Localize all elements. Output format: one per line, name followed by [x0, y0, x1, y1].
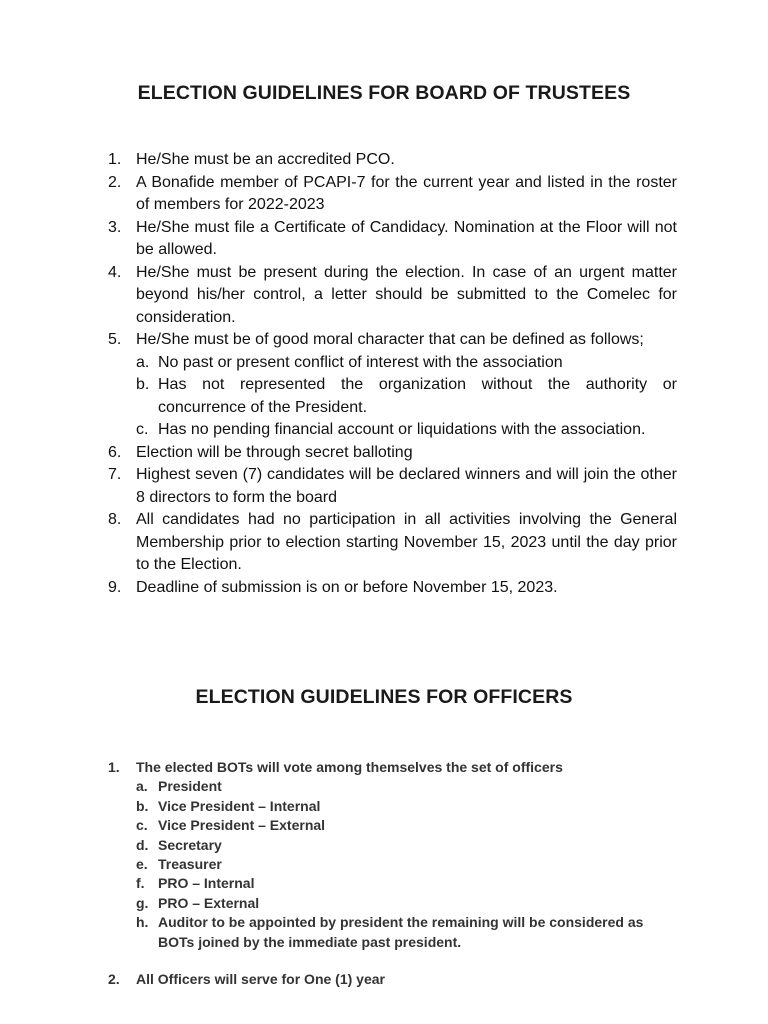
sub-list-item	[136, 855, 668, 874]
sub-item-letter: e.	[136, 856, 148, 873]
sub-item-letter: b.	[136, 376, 150, 393]
list-item	[108, 577, 677, 600]
sub-item-text: Treasurer	[158, 856, 222, 873]
sub-item-letter: a.	[136, 778, 148, 795]
item-text: Deadline of submission is on or before November 15, 2023.	[136, 578, 558, 596]
sub-item-text: Secretary	[158, 836, 222, 853]
sub-item-letter: c.	[136, 817, 148, 834]
sub-item-letter: d.	[136, 836, 149, 853]
sub-item-text: Has no pending financial account or liquidations with the association.	[158, 421, 646, 438]
list-item	[108, 464, 677, 509]
item-text: Election will be through secret balloting	[136, 443, 413, 461]
sub-list-item	[136, 777, 668, 796]
item-body	[136, 329, 677, 442]
sub-item-text: PRO – External	[158, 894, 260, 911]
item-text: All Officers will serve for One (1) year	[136, 971, 385, 987]
item-number: 4.	[108, 263, 122, 281]
sub-item-text: PRO – Internal	[158, 875, 255, 892]
sub-list-item	[136, 797, 668, 816]
sub-list-item	[136, 836, 668, 855]
item-text: He/She must file a Certificate of Candidacy. Nomination at the Floor will not be allowed.	[136, 218, 677, 258]
item-text: He/She must be present during the election. In case of an urgent matter beyond his/her control, a letter should be submitted to the Comelec for consideration.	[136, 263, 677, 326]
item-number: 2.	[108, 173, 122, 191]
item-text: A Bonafide member of PCAPI-7 for the current year and listed in the roster of members for 2022-2023	[136, 173, 677, 213]
list-item	[108, 217, 677, 262]
sub-item-text: President	[158, 778, 222, 795]
sub-item-letter: a.	[136, 353, 150, 371]
officers-guidelines-list	[108, 758, 668, 952]
sub-item-text: No past or present conflict of interest with the association	[158, 353, 563, 371]
item-text: He/She must be of good moral character that can be defined as follows;	[136, 331, 644, 348]
trustees-guidelines-list	[108, 149, 677, 599]
item-number: 7.	[108, 466, 122, 483]
list-item	[108, 149, 677, 172]
sub-list-item	[136, 816, 668, 835]
list-item	[108, 172, 677, 217]
item-text: The elected BOTs will vote among themselves the set of officers	[136, 759, 563, 775]
item-number: 1.	[108, 759, 120, 775]
item-number: 6.	[108, 443, 122, 461]
sub-list-item	[136, 352, 677, 375]
item-number: 2.	[108, 971, 120, 987]
sub-item-letter: b.	[136, 797, 149, 814]
item-text: All candidates had no participation in all activities involving the General Membership prior to election starting November 15, 2023 until the day prior to the Election.	[136, 511, 677, 573]
list-item	[108, 442, 677, 465]
item-number: 9.	[108, 578, 122, 596]
list-item	[108, 329, 677, 442]
officers-heading: ELECTION GUIDELINES FOR OFFICERS	[195, 686, 573, 708]
list-item	[108, 970, 385, 989]
list-item	[108, 262, 677, 330]
item-number: 8.	[108, 511, 122, 528]
item-text: Highest seven (7) candidates will be declared winners and will join the other 8 directors to form the board	[136, 466, 677, 506]
item-number: 1.	[108, 151, 122, 168]
item-number: 3.	[108, 218, 122, 236]
sub-item-letter: f.	[136, 875, 145, 892]
list-item	[108, 509, 677, 577]
list-item	[108, 758, 668, 952]
sub-item-letter: c.	[136, 421, 149, 438]
sub-list-item	[136, 913, 668, 952]
sub-item-text: Vice President – External	[158, 817, 326, 834]
sub-item-text: Auditor to be appointed by president the remaining will be considered as BOTs joined by the immediate past president.	[158, 914, 644, 950]
item-text: He/She must be an accredited PCO.	[136, 151, 395, 168]
item-body	[136, 758, 668, 952]
trustees-heading: ELECTION GUIDELINES FOR BOARD OF TRUSTEES	[137, 82, 631, 104]
sub-list-item	[136, 419, 677, 442]
sub-item-letter: g.	[136, 894, 149, 911]
sub-list-item	[136, 874, 668, 893]
sub-item-text: Vice President – Internal	[158, 797, 321, 814]
sub-item-letter: h.	[136, 914, 149, 931]
sub-list-item	[136, 894, 668, 913]
sub-item-text: Has not represented the organization without the authority or concurrence of the President.	[158, 376, 677, 416]
sub-list-item	[136, 374, 677, 419]
item-number: 5.	[108, 331, 122, 348]
